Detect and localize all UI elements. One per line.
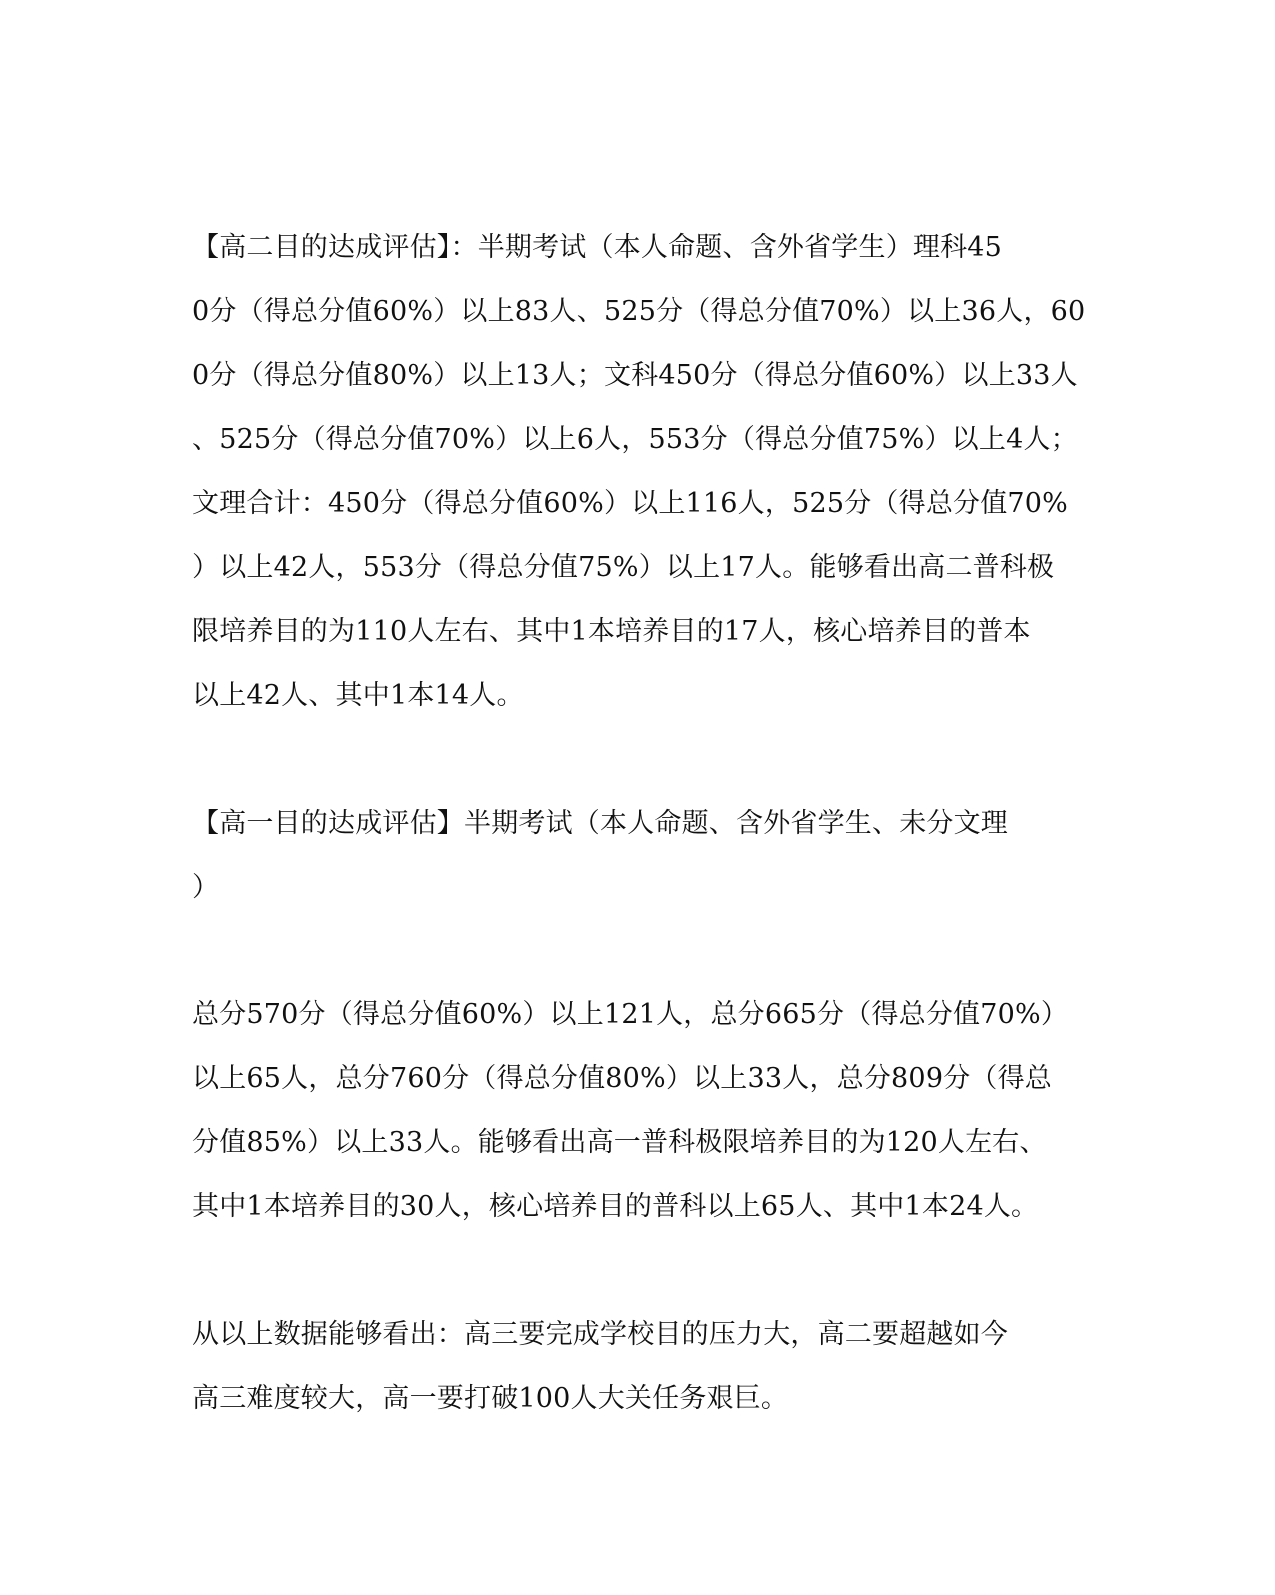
text-line: 其中1本培养目的30人，核心培养目的普科以上65人、其中1本24人。 bbox=[192, 1191, 1039, 1222]
paragraph-grade1-heading bbox=[192, 792, 1052, 920]
text-line: 从以上数据能够看出：高三要完成学校目的压力大，高二要超越如今 bbox=[192, 1319, 1008, 1350]
text-line: ） bbox=[192, 872, 220, 903]
paragraph-grade1-assessment bbox=[192, 983, 1069, 1239]
text-line: ）以上42人，553分（得总分值75%）以上17人。能够看出高二普科极 bbox=[192, 552, 1055, 583]
text-line: 高三难度较大，高一要打破100人大关任务艰巨。 bbox=[192, 1383, 789, 1414]
text-line: 、525分（得总分值70%）以上6人，553分（得总分值75%）以上4人； bbox=[192, 424, 1078, 455]
text-line: 以上65人，总分760分（得总分值80%）以上33人，总分809分（得总 bbox=[192, 1063, 1052, 1094]
text-line: 分值85%）以上33人。能够看出高一普科极限培养目的为120人左右、 bbox=[192, 1127, 1047, 1158]
text-line: 0分（得总分值80%）以上13人；文科450分（得总分值60%）以上33人 bbox=[192, 360, 1078, 391]
paragraph-grade2-assessment bbox=[192, 216, 1086, 728]
text-line: 限培养目的为110人左右、其中1本培养目的17人，核心培养目的普本 bbox=[192, 616, 1031, 647]
paragraph-conclusion bbox=[192, 1303, 1052, 1431]
text-line: 以上42人、其中1本14人。 bbox=[192, 680, 524, 711]
text-line: 0分（得总分值60%）以上83人、525分（得总分值70%）以上36人，60 bbox=[192, 296, 1086, 327]
text-line: 文理合计：450分（得总分值60%）以上116人，525分（得总分值70% bbox=[192, 488, 1069, 519]
text-line: 【高一目的达成评估】半期考试（本人命题、含外省学生、未分文理 bbox=[192, 808, 1008, 839]
text-line: 【高二目的达成评估】：半期考试（本人命题、含外省学生）理科45 bbox=[192, 232, 1003, 263]
text-line: 总分570分（得总分值60%）以上121人，总分665分（得总分值70%） bbox=[192, 999, 1069, 1030]
